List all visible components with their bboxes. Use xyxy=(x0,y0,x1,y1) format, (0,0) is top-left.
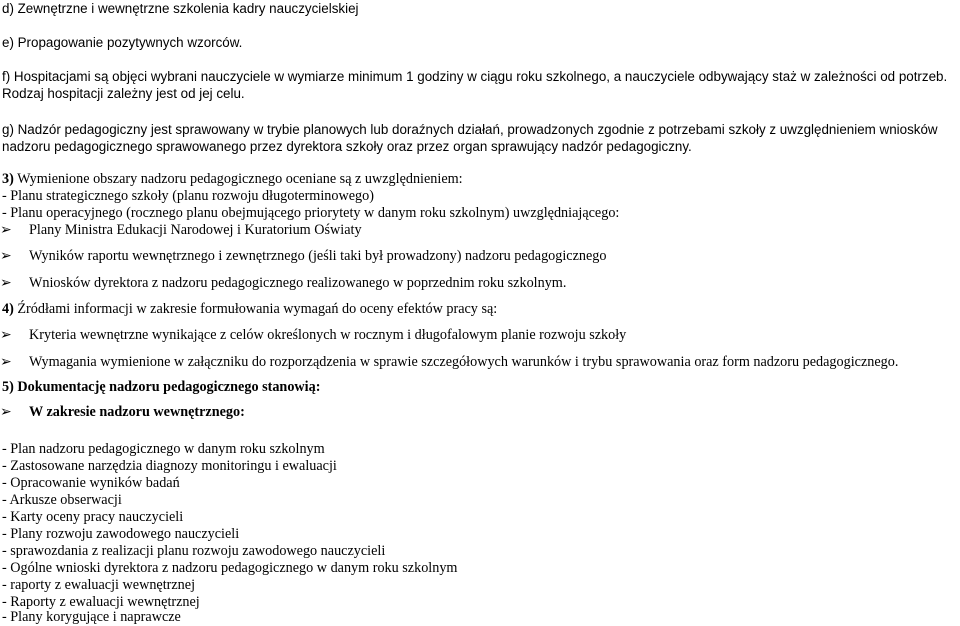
section-3-intro-text: Wymienione obszary nadzoru pedagogicznego oceniane są z uwzględnieniem: xyxy=(13,171,463,187)
section-3-number: 3) xyxy=(2,171,14,187)
list-item: - sprawozdania z realizacji planu rozwoju zawodowego nauczycieli xyxy=(2,543,386,559)
list-item: - Ogólne wnioski dyrektora z nadzoru pedagogicznego w danym roku szkolnym xyxy=(2,560,458,576)
section-4-bullet-1: Kryteria wewnętrzne wynikające z celów określonych w rocznym i długofalowym planie rozwoju szkoły xyxy=(29,327,627,343)
section-5-subheading: W zakresie nadzoru wewnętrznego: xyxy=(29,404,245,420)
section-5-heading: 5) Dokumentację nadzoru pedagogicznego stanowią: xyxy=(2,379,321,395)
list-item: - Zastosowane narzędzia diagnozy monitoringu i ewaluacji xyxy=(2,458,337,474)
list-item: - Opracowanie wyników badań xyxy=(2,475,180,491)
arrow-bullet-icon: ➢ xyxy=(0,248,12,264)
section-e: e) Propagowanie pozytywnych wzorców. xyxy=(2,35,243,50)
arrow-bullet-icon: ➢ xyxy=(0,275,12,291)
section-d: d) Zewnętrzne i wewnętrzne szkolenia kadry nauczycielskiej xyxy=(2,1,359,16)
list-item: - Plany korygujące i naprawcze xyxy=(2,609,181,625)
section-4-intro-text: Źródłami informacji w zakresie formułowania wymagań do oceny efektów pracy są: xyxy=(13,301,498,317)
section-f-line-1: f) Hospitacjami są objęci wybrani nauczyciele w wymiarze minimum 1 godziny w ciągu roku szkolnego, a nauczyciele odbywający staż w zależności od potrzeb. xyxy=(2,69,948,84)
list-item: - Plany rozwoju zawodowego nauczycieli xyxy=(2,526,240,542)
section-f-line-2: Rodzaj hospitacji zależny jest od jej celu. xyxy=(2,86,245,101)
arrow-bullet-icon: ➢ xyxy=(0,222,12,238)
arrow-bullet-icon: ➢ xyxy=(0,404,12,420)
list-item: - Raporty z ewaluacji wewnętrznej xyxy=(2,594,200,610)
section-4-bullet-2: Wymagania wymienione w załączniku do rozporządzenia w sprawie szczegółowych warunków i trybu sprawowania oraz form nadzoru pedagogicznego. xyxy=(29,354,899,370)
section-3-dash-1: - Planu strategicznego szkoły (planu rozwoju długoterminowego) xyxy=(2,188,374,204)
section-3-bullet-1: Plany Ministra Edukacji Narodowej i Kuratorium Oświaty xyxy=(29,222,362,238)
section-4-intro xyxy=(2,301,497,318)
list-item: - raporty z ewaluacji wewnętrznej xyxy=(2,577,196,593)
list-item: - Plan nadzoru pedagogicznego w danym roku szkolnym xyxy=(2,441,325,457)
section-4-number: 4) xyxy=(2,301,14,317)
section-3-bullet-3: Wniosków dyrektora z nadzoru pedagogicznego realizowanego w poprzednim roku szkolnym. xyxy=(29,275,567,291)
list-item: - Arkusze obserwacji xyxy=(2,492,122,508)
section-3-bullet-2: Wyników raportu wewnętrznego i zewnętrznego (jeśli taki był prowadzony) nadzoru pedagogicznego xyxy=(29,248,607,264)
list-item: - Karty oceny pracy nauczycieli xyxy=(2,509,184,525)
arrow-bullet-icon: ➢ xyxy=(0,327,12,343)
section-g-line-1: g) Nadzór pedagogiczny jest sprawowany w trybie planowych lub doraźnych działań, prowadzonych zgodnie z potrzebami szkoły z uwzględnieniem wniosków xyxy=(2,122,938,137)
section-3-intro xyxy=(2,171,463,188)
section-g-line-2: nadzoru pedagogicznego sprawowanego przez dyrektora szkoły oraz przez organ sprawujący nadzór pedagogiczny. xyxy=(2,139,692,154)
section-3-dash-2: - Planu operacyjnego (rocznego planu obejmującego priorytety w danym roku szkolnym) uwzględniającego: xyxy=(2,205,620,221)
arrow-bullet-icon: ➢ xyxy=(0,354,12,370)
